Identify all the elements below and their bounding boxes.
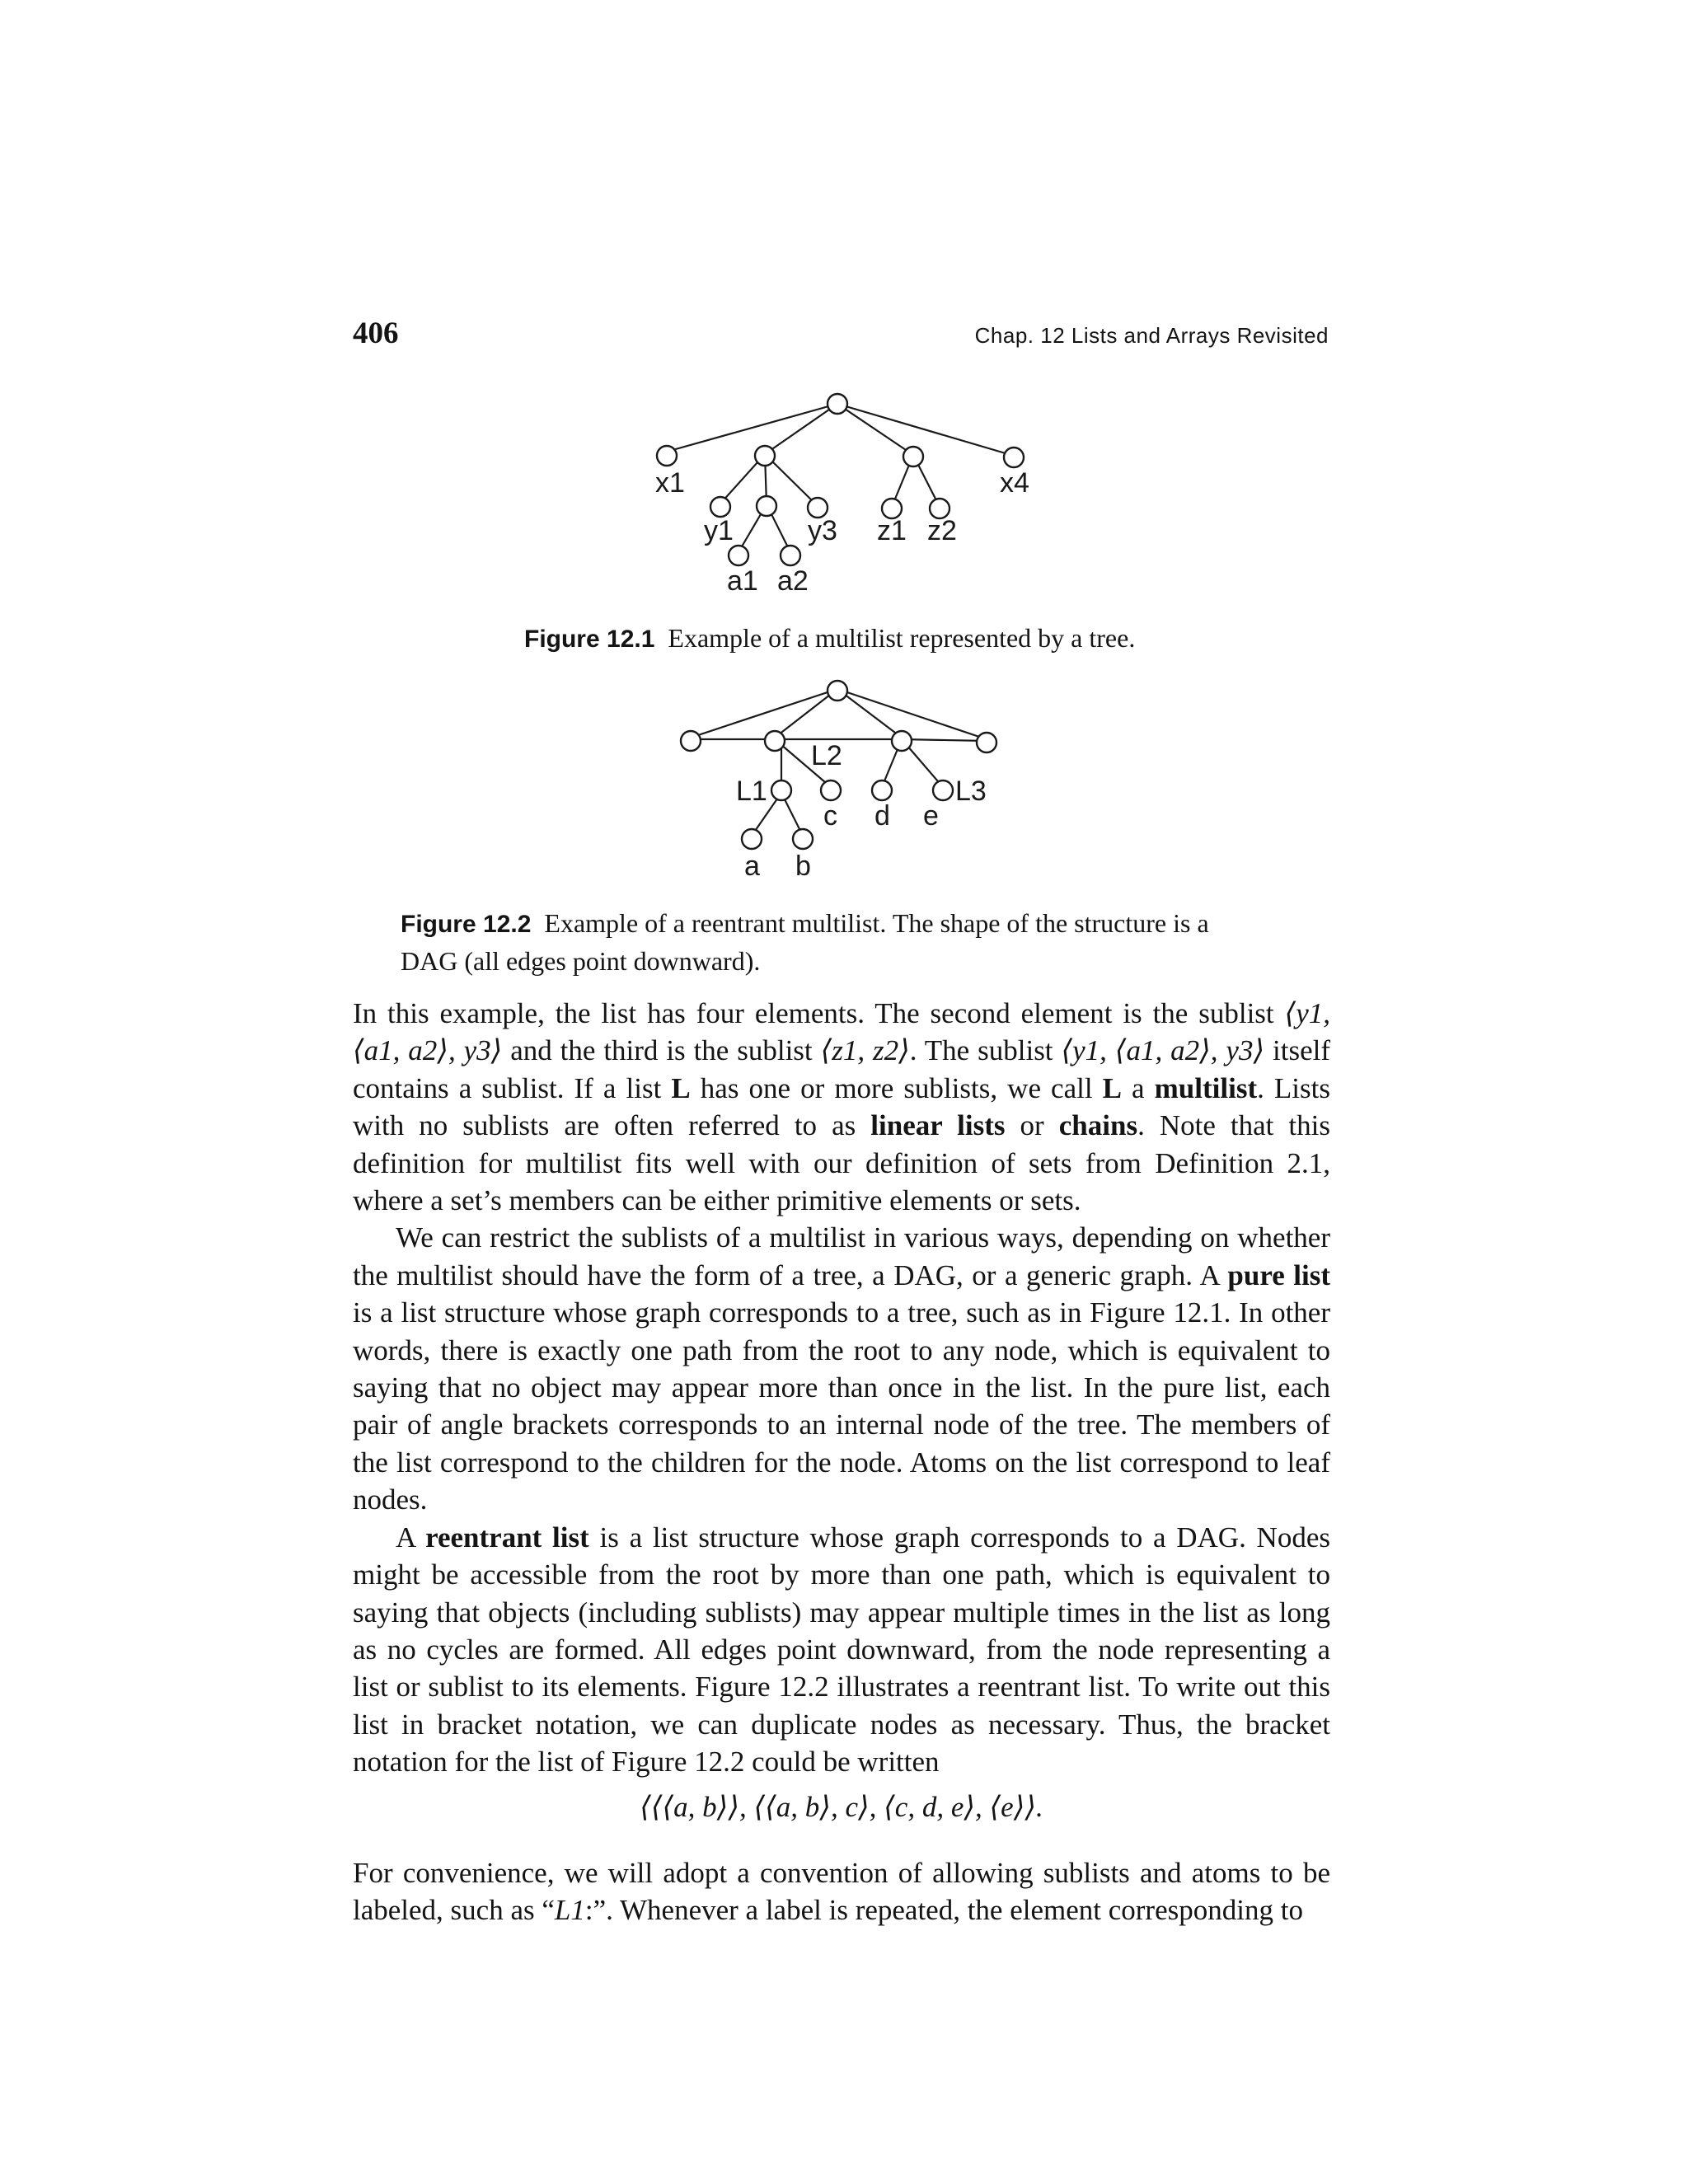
p1-text-8: or — [1005, 1109, 1059, 1142]
term-pure-list: pure list — [1227, 1258, 1330, 1291]
dag-node-first — [681, 731, 701, 751]
dag-node-d — [872, 780, 892, 800]
body-text — [353, 995, 1330, 1781]
p1-text-7: . Lists with no sublists are often referred to as — [353, 1071, 1330, 1142]
label-a1: a1 — [727, 565, 758, 597]
label-a2: a2 — [777, 565, 809, 597]
figure-12-2-diagram — [0, 0, 1688, 890]
p1-text-1: In this example, the list has four elements. The second element is the sublist — [353, 997, 1285, 1029]
body-text-continued — [353, 1854, 1330, 1929]
p4-math-1: L1 — [554, 1894, 585, 1927]
paragraph-4 — [353, 1854, 1330, 1929]
figure-12-2-labels — [736, 740, 987, 882]
label-e: e — [923, 800, 939, 832]
p1-math-2: ⟨z1, z2⟩ — [820, 1034, 910, 1067]
p1-text-6: a — [1121, 1071, 1155, 1104]
term-multilist: multilist — [1154, 1071, 1258, 1104]
p1-text-9: . Note that this definition for multilist fits well with our definition of sets from Definition 2.1, where a set’s members can be either primitive elements or sets. — [353, 1109, 1330, 1217]
p3-text-1: A — [396, 1521, 426, 1554]
running-head: Chap. 12 Lists and Arrays Revisited — [974, 323, 1329, 348]
p2-text-1: We can restrict the sublists of a multilist in various ways, depending on whether the multilist should have the form of a tree, a DAG, or a generic graph. A — [353, 1221, 1330, 1291]
p1-text-3: . The sublist — [909, 1034, 1062, 1067]
label-y3: y3 — [808, 515, 837, 546]
dag-node-a — [742, 829, 762, 849]
p1-text-2: and the third is the sublist — [502, 1034, 821, 1067]
dag-node-third — [892, 731, 912, 751]
bracket-notation-formula: ⟨⟨⟨a, b⟩⟩, ⟨⟨a, b⟩, c⟩, ⟨c, d, e⟩, ⟨e⟩⟩. — [640, 1791, 1043, 1823]
paragraph-2 — [353, 1219, 1330, 1518]
page-number: 406 — [353, 316, 399, 350]
term-reentrant-list: reentrant list — [425, 1521, 589, 1554]
term-linear-lists: linear lists — [870, 1109, 1006, 1142]
label-z2: z2 — [927, 515, 957, 546]
label-b: b — [795, 851, 811, 882]
p3-text-2: is a list structure whose graph corresponds to a DAG. Nodes might be accessible from the root by more than one path, which is equivalent to saying that objects (including sublists) may appear multiple times in the list as long as no cycles are formed. All edges point downward, from the node representing a list or sublist to its elements. Figure 12.2 illustrates a reentrant list. To write out this list in bracket notation, we can duplicate nodes as necessary. Thus, the bracket notation for the list of Figure 12.2 could be written — [353, 1521, 1330, 1779]
label-L2: L2 — [811, 740, 842, 771]
label-x1: x1 — [655, 467, 685, 499]
dag-node-L1 — [771, 780, 791, 800]
p4-text-2: :”. Whenever a label is repeated, the element corresponding to — [584, 1894, 1303, 1927]
dag-node-fourth — [977, 733, 996, 752]
label-z1: z1 — [877, 515, 907, 546]
dag-node-b — [793, 829, 813, 849]
label-y1: y1 — [704, 515, 734, 546]
label-L1: L1 — [736, 776, 767, 807]
dag-node-c — [821, 780, 841, 800]
figure-12-1-caption-label: Figure 12.1 — [524, 626, 655, 653]
label-x4: x4 — [1000, 467, 1029, 499]
figure-12-2-caption-line1: Example of a reentrant multilist. The shape of the structure is a — [544, 908, 1209, 938]
p1-text-5: has one or more sublists, we call — [690, 1071, 1103, 1104]
term-chains: chains — [1058, 1109, 1138, 1142]
figure-12-2-caption-line2: DAG (all edges point downward). — [401, 946, 761, 976]
dag-node-L3 — [933, 780, 953, 800]
label-c: c — [823, 800, 837, 832]
paragraph-1 — [353, 995, 1330, 1219]
p1-math-3: ⟨y1, ⟨a1, a2⟩, y3⟩ — [1061, 1034, 1265, 1067]
p1-text-4: itself contains a sublist. If a list — [353, 1034, 1330, 1104]
p1-math-1: ⟨y1, ⟨a1, a2⟩, y3⟩ — [353, 997, 1330, 1067]
dag-node-second — [765, 731, 785, 751]
p1-bold-L-2: L — [1102, 1071, 1122, 1104]
dag-node-root — [828, 681, 847, 701]
figure-12-1-caption-text: Example of a multilist represented by a tree. — [668, 623, 1136, 653]
label-d: d — [874, 800, 890, 832]
paragraph-3 — [353, 1519, 1330, 1781]
p2-text-2: is a list structure whose graph corresponds to a tree, such as in Figure 12.1. In other words, there is exactly one path from the root to any node, which is equivalent to saying that no object may appear more than once in the list. In the pure list, each pair of angle brackets corresponds to an internal node of the tree. The members of the list correspond to the children for the node. Atoms on the list correspond to leaf nodes. — [353, 1296, 1330, 1516]
p1-bold-L-1: L — [671, 1071, 691, 1104]
p4-text-1: For convenience, we will adopt a convention of allowing sublists and atoms to be labeled, such as “ — [353, 1857, 1330, 1927]
label-L3: L3 — [955, 776, 987, 807]
figure-12-2-caption-label: Figure 12.2 — [401, 911, 532, 938]
figure-12-2-caption — [401, 905, 1291, 980]
label-a: a — [744, 851, 760, 882]
